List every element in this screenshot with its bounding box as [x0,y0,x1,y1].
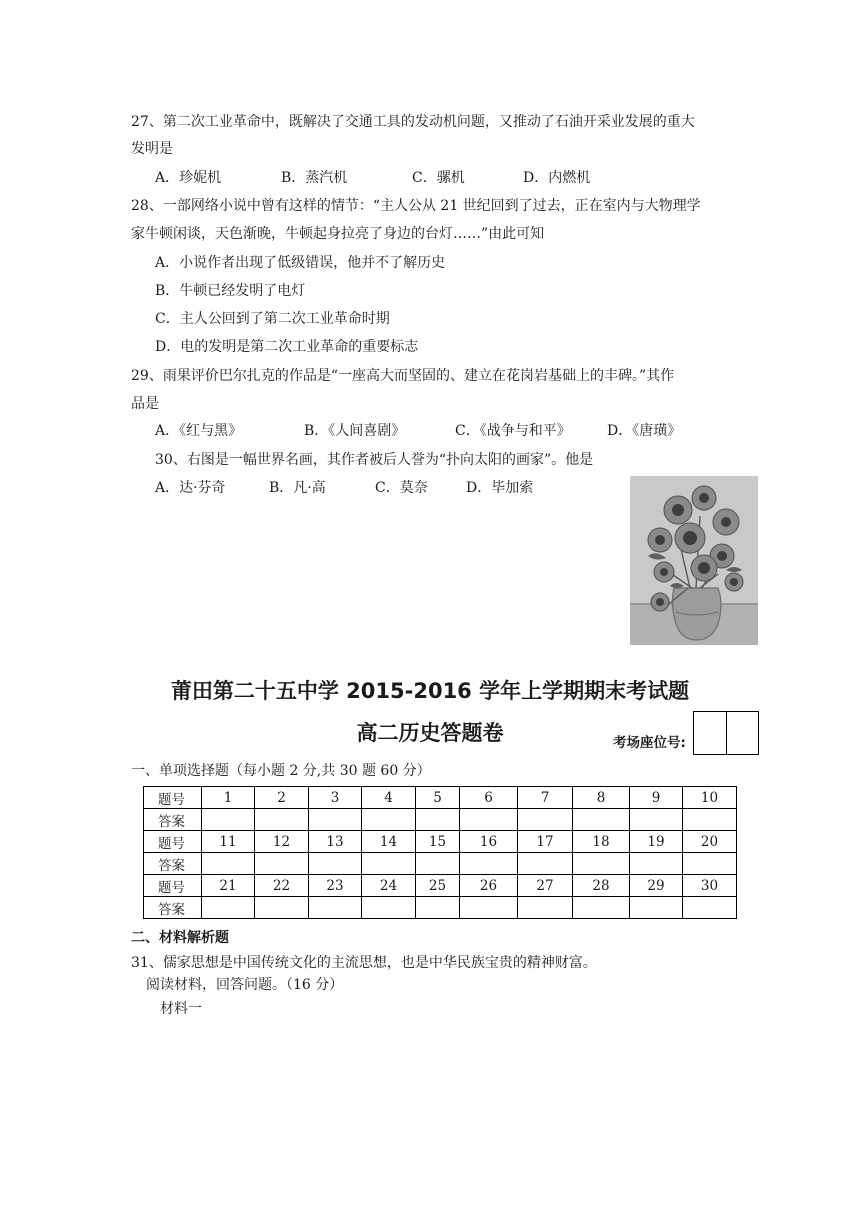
question-number: 11 [202,831,255,853]
question-number: 17 [518,831,573,853]
question-number: 30 [683,875,737,897]
q28-option-c: C．主人公回到了第二次工业革命时期 [155,311,390,327]
q30-stem: 30、右图是一幅世界名画，其作者被后人誉为“扑向太阳的画家”。他是 [155,452,594,468]
q27-option-b: B．蒸汽机 [281,170,348,186]
question-number: 2 [255,787,309,809]
question-number: 26 [460,875,518,897]
row-header-number: 题号 [144,787,202,809]
answer-cell[interactable] [202,897,255,919]
question-number: 1 [202,787,255,809]
answer-cell[interactable] [362,897,416,919]
question-number: 23 [309,875,362,897]
answer-cell[interactable] [573,897,630,919]
seat-number-label: 考场座位号: [613,735,686,751]
answer-cell[interactable] [630,853,683,875]
answer-grid [143,786,737,919]
row-header-answer: 答案 [144,853,202,875]
question-number: 20 [683,831,737,853]
q30-option-c: C．莫奈 [375,480,428,496]
answer-sheet-subtitle: 高二历史答题卷 [356,721,504,745]
answer-cell[interactable] [630,897,683,919]
q27-option-a: A．珍妮机 [155,170,222,186]
question-number: 12 [255,831,309,853]
question-number: 16 [460,831,518,853]
answer-cell[interactable] [518,809,573,831]
answer-cell[interactable] [518,897,573,919]
q29-option-b: B．《人间喜剧》 [304,423,406,439]
answer-cell[interactable] [362,809,416,831]
question-number: 19 [630,831,683,853]
q28-stem-line1: 28、一部网络小说中曾有这样的情节：“主人公从 21 世纪回到了过去，正在室内与大物理学 [131,198,701,214]
q29-option-d: D．《唐璜》 [607,423,682,439]
answer-cell[interactable] [416,809,460,831]
q29-option-a: A．《红与黑》 [155,423,243,439]
q29-stem-line1: 29、雨果评价巴尔扎克的作品是“一座高大而坚固的、建立在花岗岩基础上的丰碑。”其作 [131,368,675,384]
answer-cell[interactable] [416,853,460,875]
section-2-heading: 二、材料解析题 [131,930,229,946]
q28-option-a: A．小说作者出现了低级错误，他并不了解历史 [155,255,446,271]
row-header-answer: 答案 [144,809,202,831]
q29-stem-line2: 品是 [131,396,159,412]
answer-cell[interactable] [309,809,362,831]
question-number: 24 [362,875,416,897]
question-number: 29 [630,875,683,897]
answer-cell[interactable] [573,809,630,831]
answer-cell[interactable] [683,897,737,919]
q27-stem-line2: 发明是 [131,141,173,157]
question-number: 27 [518,875,573,897]
question-number: 4 [362,787,416,809]
q31-stem: 31、儒家思想是中国传统文化的主流思想，也是中华民族宝贵的精神财富。 [131,955,597,971]
question-number-row [144,831,737,853]
answer-cell[interactable] [460,897,518,919]
answer-row [144,853,737,875]
question-number: 28 [573,875,630,897]
q28-option-d: D．电的发明是第二次工业革命的重要标志 [155,339,419,355]
answer-cell[interactable] [460,853,518,875]
question-number: 14 [362,831,416,853]
section-1-heading: 一、单项选择题（每小题 2 分,共 30 题 60 分） [131,763,431,779]
answer-row [144,897,737,919]
q30-option-b: B．凡·高 [269,480,326,496]
answer-cell[interactable] [683,809,737,831]
q27-option-c: C．骡机 [412,170,465,186]
answer-cell[interactable] [202,853,255,875]
q30-option-a: A．达·芬奇 [155,480,226,496]
question-number: 25 [416,875,460,897]
question-number: 9 [630,787,683,809]
answer-cell[interactable] [630,809,683,831]
question-number: 6 [460,787,518,809]
answer-cell[interactable] [255,853,309,875]
seat-digit-2[interactable] [726,712,759,754]
answer-cell[interactable] [255,809,309,831]
q28-stem-line2: 家牛顿闲谈，天色渐晚，牛顿起身拉亮了身边的台灯……”由此可知 [131,226,545,242]
q31-instruction: 阅读材料，回答问题。（16 分） [146,977,344,993]
question-number: 22 [255,875,309,897]
question-number: 8 [573,787,630,809]
answer-cell[interactable] [518,853,573,875]
answer-cell[interactable] [683,853,737,875]
answer-row [144,809,737,831]
question-number-row [144,875,737,897]
question-number: 15 [416,831,460,853]
answer-cell[interactable] [309,897,362,919]
row-header-number: 题号 [144,875,202,897]
sunflowers-painting-image [630,476,758,645]
q27-stem-line1: 27、第二次工业革命中，既解决了交通工具的发动机问题，又推动了石油开采业发展的重大 [131,114,695,130]
question-number: 5 [416,787,460,809]
q27-option-d: D．内燃机 [523,170,591,186]
seat-digit-1[interactable] [694,712,726,754]
q29-option-c: C．《战争与和平》 [455,423,571,439]
answer-cell[interactable] [255,897,309,919]
answer-sheet-title: 莆田第二十五中学 2015-2016 学年上学期期末考试题 [170,679,690,703]
question-number: 3 [309,787,362,809]
answer-cell[interactable] [309,853,362,875]
material-1-label: 材料一 [160,1001,202,1017]
question-number: 7 [518,787,573,809]
question-number: 13 [309,831,362,853]
question-number: 21 [202,875,255,897]
seat-number-box[interactable] [693,711,759,755]
q28-option-b: B．牛顿已经发明了电灯 [155,283,306,299]
row-header-number: 题号 [144,831,202,853]
question-number: 18 [573,831,630,853]
row-header-answer: 答案 [144,897,202,919]
q30-option-d: D．毕加索 [466,480,534,496]
answer-cell[interactable] [362,853,416,875]
answer-cell[interactable] [416,897,460,919]
answer-cell[interactable] [573,853,630,875]
answer-cell[interactable] [460,809,518,831]
question-number: 10 [683,787,737,809]
answer-cell[interactable] [202,809,255,831]
question-number-row [144,787,737,809]
